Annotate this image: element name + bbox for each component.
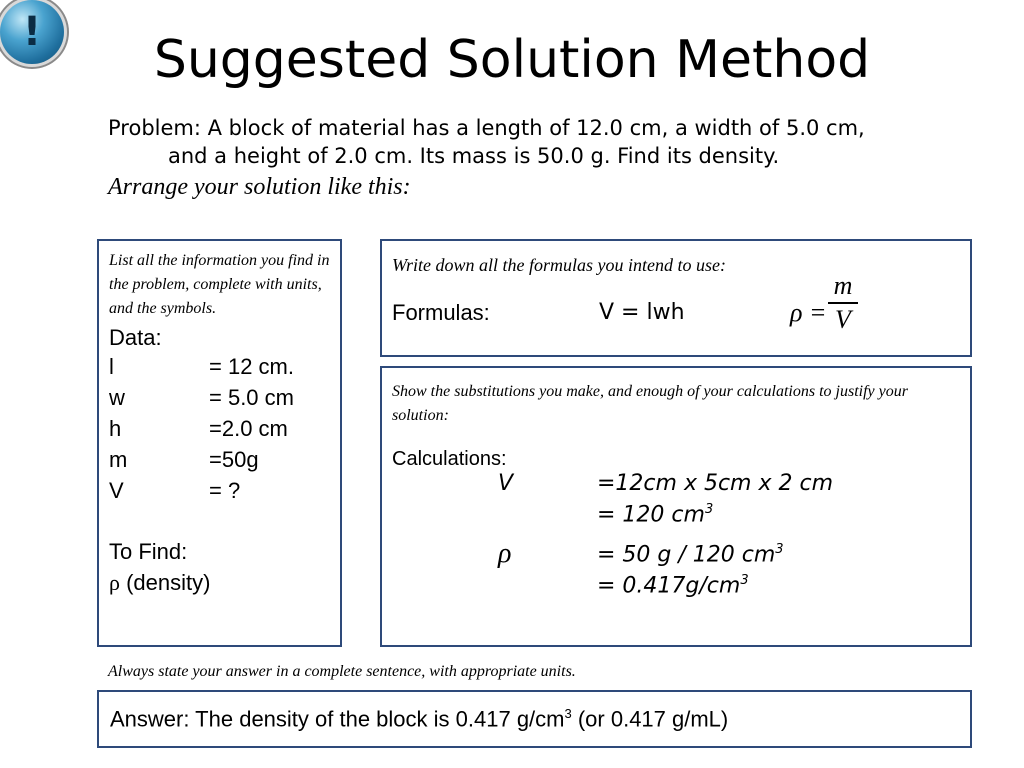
data-instructions: List all the information you find in the problem, complete with units, and the symbols. bbox=[109, 252, 330, 317]
calculations-box bbox=[380, 366, 972, 647]
volume-calc-row bbox=[392, 471, 960, 502]
density-calc-row bbox=[392, 538, 960, 573]
problem-line-2: and a height of 2.0 cm. Its mass is 50.0 g. Find its density. bbox=[168, 144, 780, 168]
data-value: =2.0 cm bbox=[209, 416, 288, 441]
data-symbol: w bbox=[109, 385, 125, 410]
data-symbol: l bbox=[109, 354, 114, 379]
density-calc-row bbox=[392, 573, 960, 604]
volume-formula: V = lwh bbox=[599, 300, 685, 325]
rho-symbol: ρ bbox=[109, 570, 120, 595]
calculations-instructions: Show the substitutions you make, and enough of your calculations to justify your solution: bbox=[392, 383, 908, 424]
density-formula-lhs: ρ = bbox=[790, 298, 827, 327]
formulas-label: Formulas: bbox=[392, 300, 490, 325]
data-row bbox=[109, 413, 330, 444]
volume-step-1: =12cm x 5cm x 2 cm bbox=[597, 471, 834, 496]
data-value: =50g bbox=[209, 447, 259, 472]
calculations-label: Calculations: bbox=[392, 448, 507, 470]
alert-glyph: ! bbox=[22, 9, 42, 55]
data-value: = ? bbox=[209, 478, 241, 503]
fraction-numerator: m bbox=[828, 270, 858, 304]
problem-line-1: Problem: A block of material has a length of 12.0 cm, a width of 5.0 cm, bbox=[108, 116, 865, 140]
to-find-label: To Find: bbox=[109, 539, 188, 564]
answer-text: Answer: The density of the block is 0.417 $g/cm^3$ (or 0.417 g/mL) bbox=[110, 705, 729, 732]
data-label: Data: bbox=[109, 325, 162, 350]
data-value: = 5.0 cm bbox=[209, 385, 294, 410]
rho-symbol: ρ bbox=[498, 538, 512, 569]
data-row bbox=[109, 444, 330, 475]
answer-box bbox=[97, 690, 972, 748]
data-row bbox=[109, 475, 330, 506]
data-row bbox=[109, 351, 330, 382]
formulas-box bbox=[380, 239, 972, 357]
data-box bbox=[97, 239, 342, 647]
to-find-target bbox=[109, 567, 330, 598]
volume-symbol: V bbox=[498, 471, 514, 496]
data-value: = 12 cm. bbox=[209, 354, 294, 379]
formulas-instructions: Write down all the formulas you intend to use: bbox=[392, 255, 726, 275]
fraction-denominator: V bbox=[835, 305, 851, 334]
density-step-2: = $0.417g/cm^3$ bbox=[597, 573, 749, 599]
formulas-row bbox=[392, 271, 960, 336]
data-symbol: h bbox=[109, 416, 122, 441]
density-step-1: = 50 g / 120 $cm^3$ bbox=[597, 542, 784, 568]
data-row bbox=[109, 382, 330, 413]
arrange-instruction: Arrange your solution like this: bbox=[108, 174, 411, 200]
problem-statement bbox=[108, 114, 988, 170]
to-find bbox=[109, 536, 330, 598]
volume-step-2: = 120 $cm^3$ bbox=[597, 502, 714, 528]
data-symbol: V bbox=[109, 478, 124, 503]
page-title: Suggested Solution Method bbox=[153, 30, 871, 90]
to-find-text: (density) bbox=[119, 570, 211, 595]
volume-calc-row bbox=[392, 502, 960, 533]
data-symbol: m bbox=[109, 447, 128, 472]
answer-instruction: Always state your answer in a complete sentence, with appropriate units. bbox=[108, 663, 576, 680]
density-fraction bbox=[828, 270, 858, 336]
